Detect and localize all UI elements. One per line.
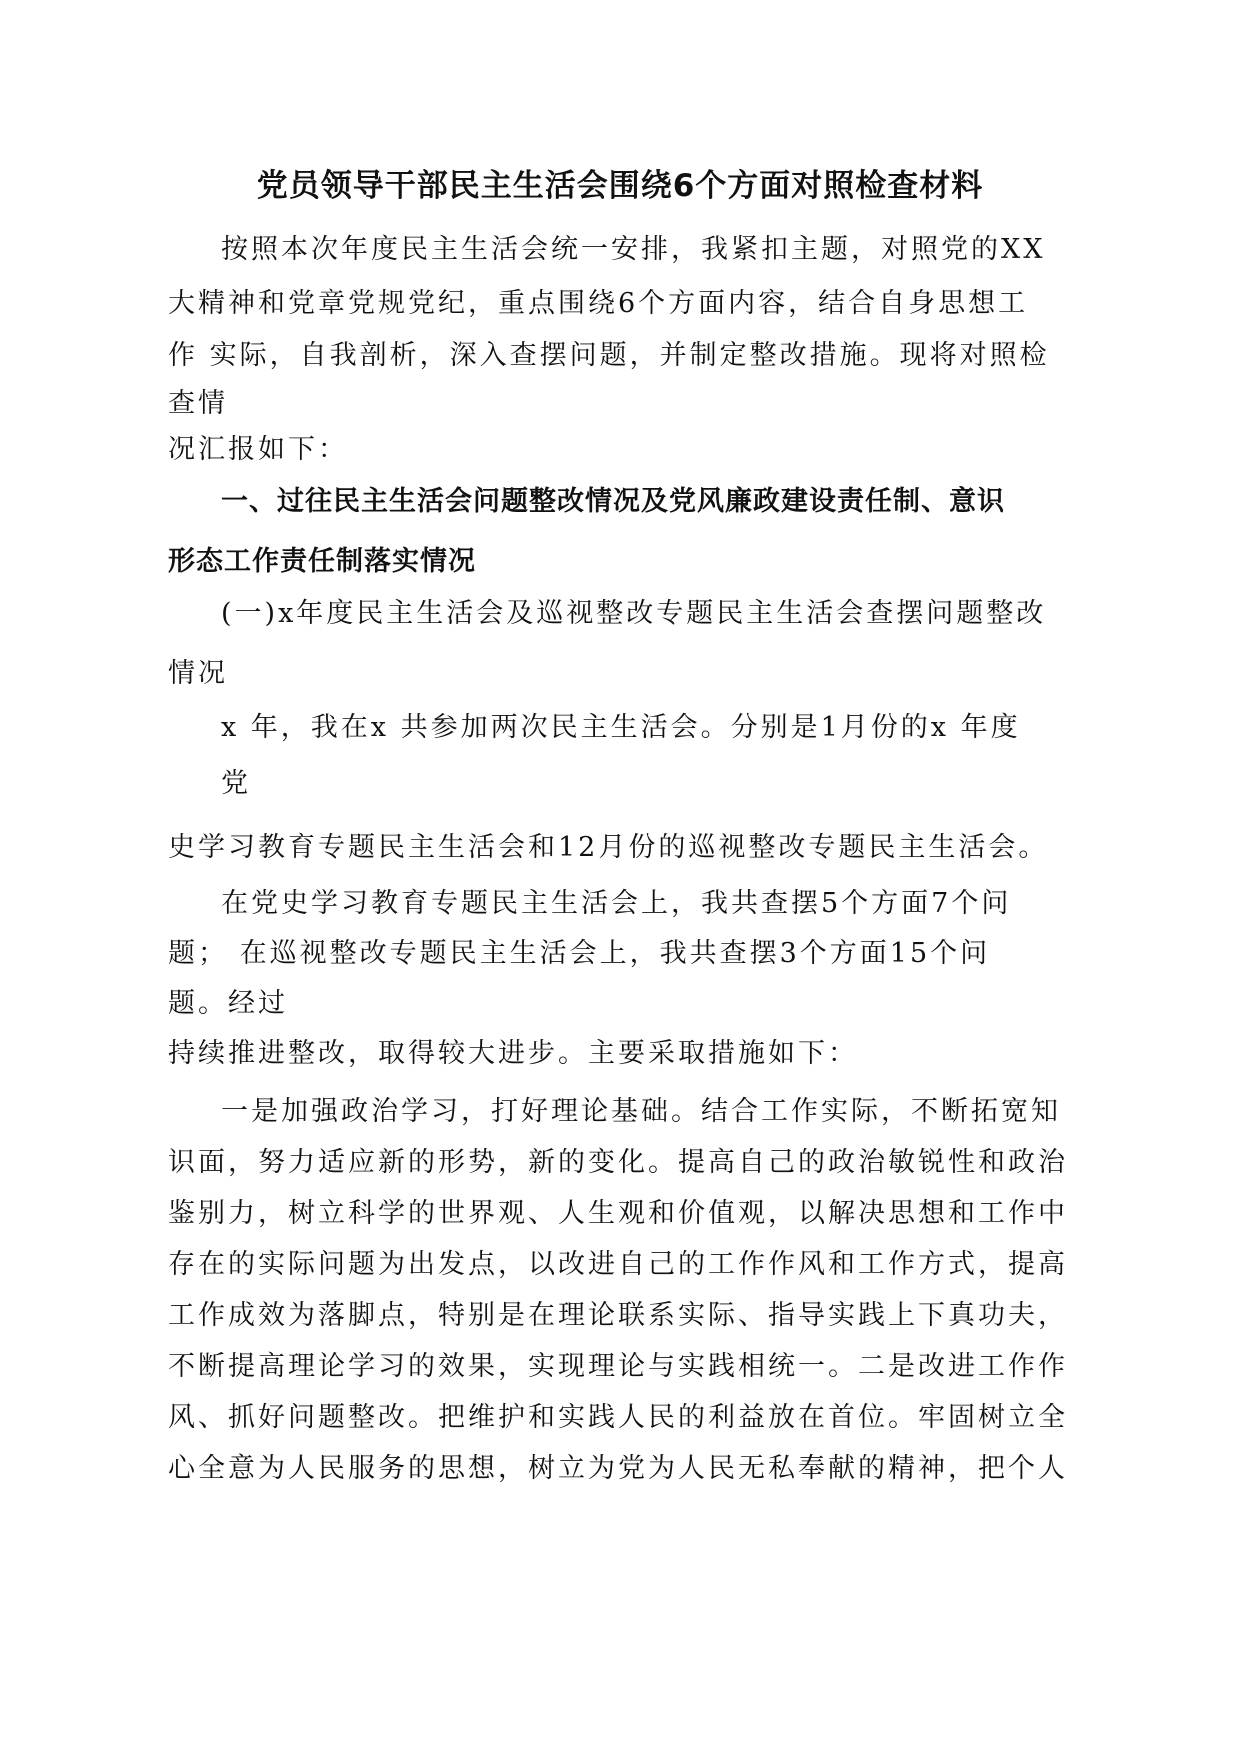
section-heading: 形态工作责任制落实情况 [168, 546, 476, 577]
intro-line: 按照本次年度民主生活会统一安排，我紧扣主题，对照党的XX [221, 234, 1046, 265]
intro-line: 作 实际，自我剖析，深入查摆问题，并制定整改措施。现将对照检 [168, 340, 1050, 371]
paragraph-line: 一是加强政治学习，打好理论基础。结合工作实际，不断拓宽知 [221, 1096, 1061, 1127]
paragraph-line: 识面，努力适应新的形势，新的变化。提高自己的政治敏锐性和政治 [168, 1147, 1068, 1178]
paragraph-line: 持续推进整改，取得较大进步。主要采取措施如下： [168, 1038, 858, 1069]
paragraph-line: 工作成效为落脚点，特别是在理论联系实际、指导实践上下真功夫， [168, 1300, 1068, 1331]
paragraph-line: 题； 在巡视整改专题民主生活会上，我共查摆3个方面15个问 [168, 938, 991, 969]
intro-line: 大精神和党章党规党纪，重点围绕6个方面内容，结合自身思想工 [168, 288, 1029, 319]
paragraph-line: 不断提高理论学习的效果，实现理论与实践相统一。二是改进工作作 [168, 1351, 1068, 1382]
paragraph-line: 在党史学习教育专题民主生活会上，我共查摆5个方面7个问 [221, 888, 1012, 919]
paragraph-line: x 年，我在x 共参加两次民主生活会。分别是1月份的x 年度 [221, 712, 1021, 743]
paragraph-line: 鉴别力，树立科学的世界观、人生观和价值观，以解决思想和工作中 [168, 1198, 1068, 1229]
subsection-heading: 情况 [168, 658, 228, 689]
paragraph-line: 存在的实际问题为出发点，以改进自己的工作作风和工作方式，提高 [168, 1249, 1068, 1280]
paragraph-line: 党 [221, 768, 251, 799]
document-title: 党员领导干部民主生活会围绕6个方面对照检查材料 [256, 168, 984, 204]
paragraph-line: 史学习教育专题民主生活会和12月份的巡视整改专题民主生活会。 [168, 832, 1049, 863]
intro-line: 查情 [168, 388, 228, 419]
intro-line: 况汇报如下： [168, 434, 348, 465]
paragraph-line: 心全意为人民服务的思想，树立为党为人民无私奉献的精神，把个人 [168, 1453, 1068, 1484]
section-heading: 一、过往民主生活会问题整改情况及党风廉政建设责任制、意识 [221, 486, 1005, 517]
subsection-heading: (一)x年度民主生活会及巡视整改专题民主生活会查摆问题整改 [221, 598, 1047, 629]
paragraph-line: 题。经过 [168, 988, 288, 1019]
paragraph-line: 风、抓好问题整改。把维护和实践人民的利益放在首位。牢固树立全 [168, 1402, 1068, 1433]
